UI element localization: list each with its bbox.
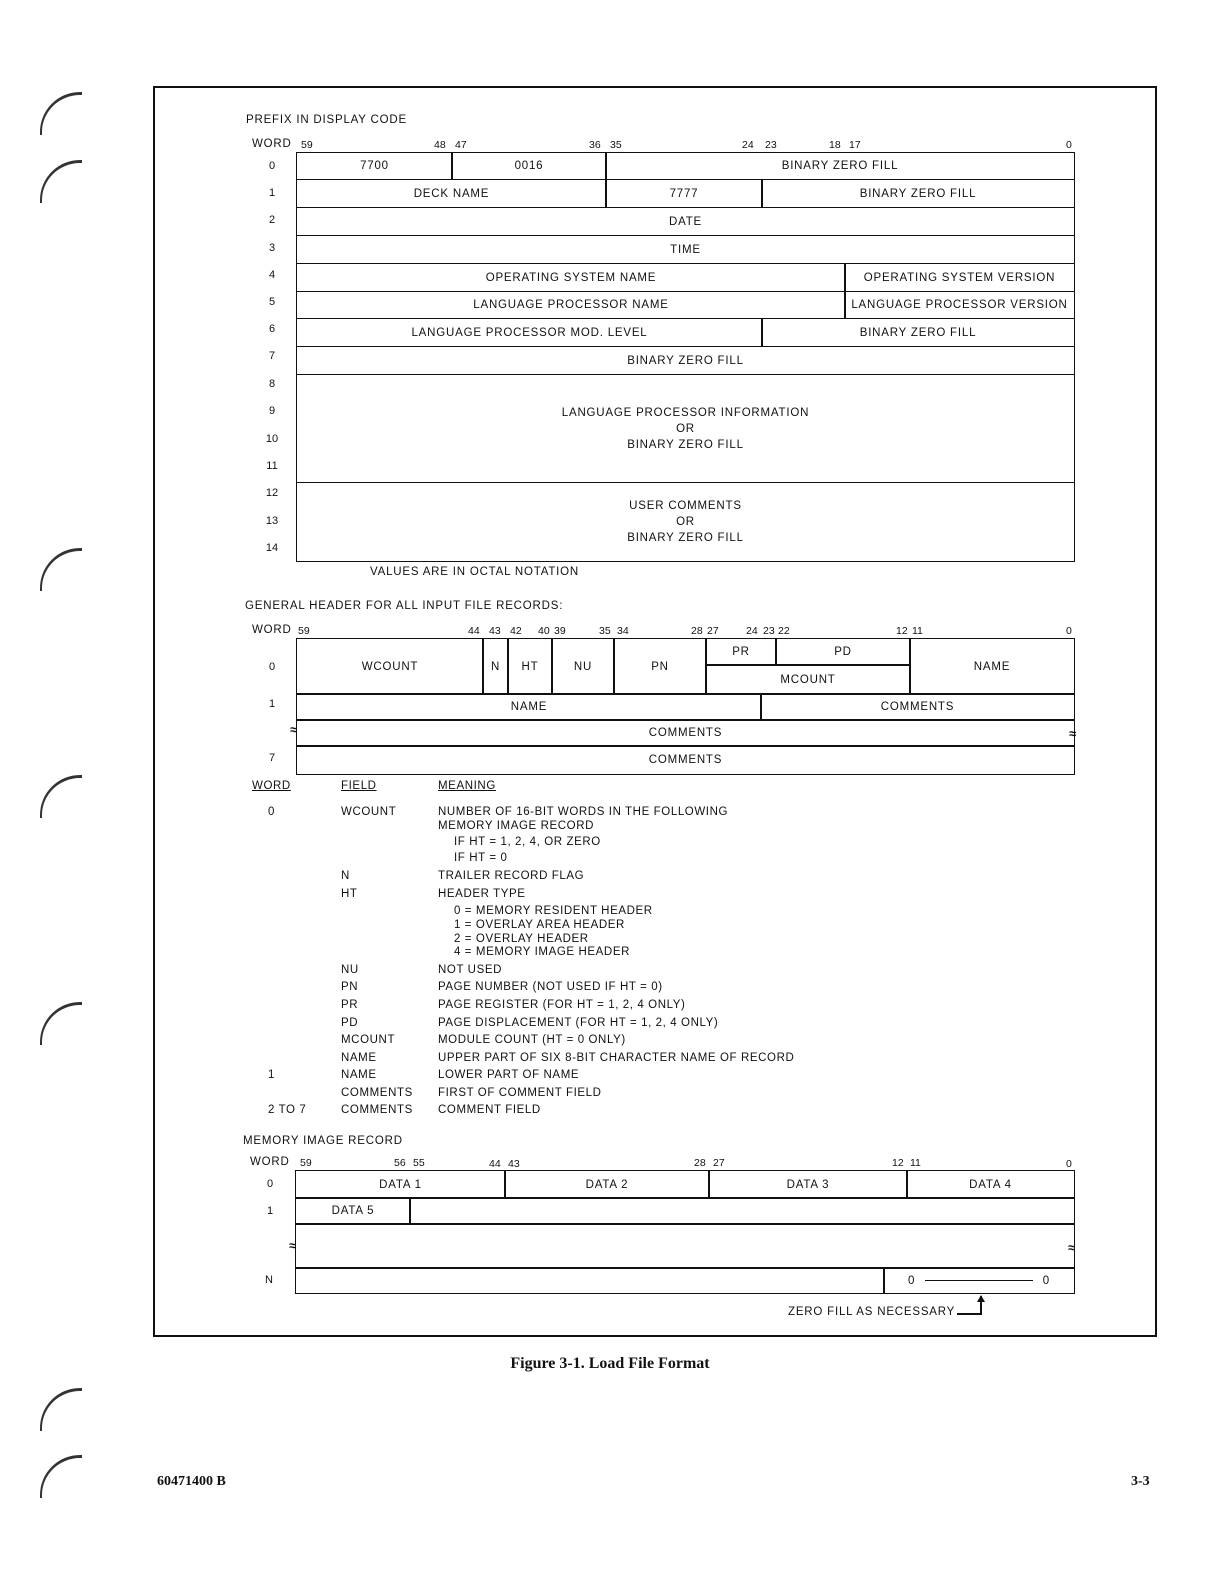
- memory-title: MEMORY IMAGE RECORD: [243, 1135, 403, 1147]
- cell-binary-zero-fill: BINARY ZERO FILL: [296, 346, 1075, 375]
- binder-mark: [40, 92, 82, 135]
- cell-nu: NU: [551, 638, 615, 695]
- legend-meaning: COMMENT FIELD: [438, 1104, 541, 1116]
- header-title: GENERAL HEADER FOR ALL INPUT FILE RECORDS:: [245, 600, 564, 612]
- legend-field: N: [341, 870, 350, 882]
- cell-data-continued: [409, 1197, 1075, 1225]
- legend-field: COMMENTS: [341, 1087, 413, 1099]
- cell-time: TIME: [296, 235, 1075, 264]
- bit-label: 27: [713, 1157, 725, 1169]
- bit-label: 11: [910, 1157, 921, 1169]
- binder-mark: [40, 548, 82, 591]
- octal-note: VALUES ARE IN OCTAL NOTATION: [370, 566, 579, 578]
- cell-lp-information: [296, 374, 1075, 483]
- cell-user-comments: [296, 482, 1075, 562]
- legend-col-field: FIELD: [341, 780, 377, 792]
- binder-mark: [40, 775, 82, 818]
- legend-field: PR: [341, 999, 359, 1011]
- word-number: 10: [265, 433, 279, 445]
- legend-meaning: LOWER PART OF NAME: [438, 1069, 580, 1081]
- legend-field: MCOUNT: [341, 1034, 396, 1046]
- bit-label: 23: [763, 625, 775, 637]
- legend-field: NAME: [341, 1069, 377, 1081]
- bit-label: 36: [589, 139, 601, 151]
- prefix-title: PREFIX IN DISPLAY CODE: [246, 114, 407, 126]
- bit-label: 55: [413, 1157, 425, 1169]
- cell-comments: COMMENTS: [296, 719, 1075, 747]
- cell-ht: HT: [507, 638, 553, 695]
- cell-data-last: [295, 1267, 885, 1294]
- word-number: 4: [268, 269, 276, 281]
- figure-caption: Figure 3-1. Load File Format: [510, 1355, 710, 1372]
- legend-meaning: PAGE NUMBER (NOT USED IF HT = 0): [438, 981, 663, 993]
- doc-number: 60471400 B: [157, 1474, 226, 1489]
- bit-label: 0: [1066, 139, 1072, 151]
- bit-label: 12: [892, 1157, 904, 1169]
- binder-mark: [40, 1388, 82, 1431]
- legend-meaning: MEMORY IMAGE RECORD: [438, 820, 595, 832]
- word-number: 0: [266, 1178, 274, 1190]
- bit-label: 43: [489, 625, 501, 637]
- word-number: 12: [265, 487, 279, 499]
- bit-label: 40: [538, 625, 550, 637]
- legend-meaning: IF HT = 0: [454, 852, 508, 864]
- cell-wcount: WCOUNT: [296, 638, 484, 695]
- cell-data-4: DATA 4: [906, 1170, 1075, 1199]
- legend-meaning: TRAILER RECORD FLAG: [438, 870, 585, 882]
- bit-label: 28: [694, 1157, 706, 1169]
- bit-label: 24: [742, 139, 754, 151]
- legend-field: NAME: [341, 1052, 377, 1064]
- cell-binary-zero-fill: BINARY ZERO FILL: [761, 318, 1075, 347]
- bit-label: 42: [510, 625, 522, 637]
- legend-meaning: 4 = MEMORY IMAGE HEADER: [454, 946, 631, 958]
- legend-col-word: WORD: [252, 780, 291, 792]
- cell-line: OR: [676, 516, 695, 528]
- bit-label: 59: [301, 139, 313, 151]
- bit-label: 44: [468, 625, 480, 637]
- bit-label: 11: [912, 625, 923, 637]
- word-number: 0: [268, 160, 276, 172]
- cell-line: USER COMMENTS: [629, 500, 742, 512]
- word-number: 8: [268, 378, 276, 390]
- break-marker: ≈: [289, 1238, 297, 1253]
- bit-label: 23: [765, 139, 777, 151]
- word-number: 7: [268, 350, 276, 362]
- cell-line: BINARY ZERO FILL: [627, 532, 744, 544]
- bit-label: 39: [554, 625, 566, 637]
- binder-mark: [40, 1002, 82, 1045]
- bit-label: 44: [489, 1158, 501, 1170]
- word-label: WORD: [252, 138, 292, 150]
- legend-col-meaning: MEANING: [438, 780, 496, 792]
- cell-7700: 7700: [296, 152, 453, 180]
- cell-lp-name: LANGUAGE PROCESSOR NAME: [296, 291, 846, 319]
- cell-binary-zero-fill: BINARY ZERO FILL: [605, 152, 1075, 180]
- cell-comments-first: COMMENTS: [760, 693, 1075, 721]
- word-number: 13: [265, 515, 279, 527]
- cell-zero-fill: [883, 1267, 1075, 1294]
- binder-mark: [40, 160, 82, 203]
- cell-binary-zero-fill: BINARY ZERO FILL: [761, 179, 1075, 208]
- cell-pn: PN: [613, 638, 707, 695]
- legend-meaning: HEADER TYPE: [438, 888, 526, 900]
- legend-meaning: NOT USED: [438, 964, 503, 976]
- break-marker: ≈: [1069, 726, 1077, 741]
- bit-label: 24: [746, 625, 758, 637]
- legend-meaning: FIRST OF COMMENT FIELD: [438, 1087, 602, 1099]
- word-number: N: [265, 1274, 273, 1286]
- word-number: 1: [268, 698, 276, 710]
- legend-word: 2 TO 7: [268, 1104, 307, 1116]
- cell-date: DATE: [296, 207, 1075, 236]
- legend-field: WCOUNT: [341, 806, 397, 818]
- cell-n: N: [482, 638, 509, 695]
- bit-label: 59: [298, 625, 310, 637]
- legend-meaning: UPPER PART OF SIX 8-BIT CHARACTER NAME OF RECORD: [438, 1052, 795, 1064]
- word-number: 7: [268, 752, 276, 764]
- word-number: 14: [265, 542, 279, 554]
- cell-data-1: DATA 1: [295, 1170, 506, 1199]
- cell-os-name: OPERATING SYSTEM NAME: [296, 263, 846, 292]
- cell-pr: PR: [705, 638, 777, 666]
- page-number: 3-3: [1131, 1474, 1150, 1489]
- zero-fill-arrow-icon: [955, 1294, 995, 1320]
- word-label: WORD: [250, 1156, 290, 1168]
- bit-label: 27: [707, 625, 719, 637]
- bit-label: 28: [691, 625, 703, 637]
- cell-line: OR: [676, 422, 695, 435]
- cell-os-version: OPERATING SYSTEM VERSION: [844, 263, 1075, 292]
- legend-meaning: PAGE REGISTER (FOR HT = 1, 2, 4 ONLY): [438, 999, 686, 1011]
- word-number: 1: [268, 187, 276, 199]
- legend-meaning: 2 = OVERLAY HEADER: [454, 933, 589, 945]
- cell-pd: PD: [775, 638, 911, 666]
- bit-label: 35: [599, 625, 611, 637]
- bit-label: 12: [896, 625, 908, 637]
- legend-meaning: MODULE COUNT (HT = 0 ONLY): [438, 1034, 626, 1046]
- legend-meaning: 1 = OVERLAY AREA HEADER: [454, 919, 625, 931]
- bit-label: 56: [394, 1157, 406, 1169]
- legend-word: 1: [268, 1069, 275, 1081]
- bit-label: 48: [434, 139, 446, 151]
- cell-lp-version: LANGUAGE PROCESSOR VERSION: [844, 291, 1075, 319]
- legend-field: NU: [341, 964, 359, 976]
- cell-name-lower: NAME: [296, 693, 762, 721]
- word-number: 11: [266, 460, 278, 472]
- cell-data-2: DATA 2: [504, 1170, 710, 1199]
- word-number: 6: [268, 323, 276, 335]
- zero-right: 0: [1042, 1274, 1050, 1287]
- cell-7777: 7777: [605, 179, 763, 208]
- cell-0016: 0016: [451, 152, 607, 180]
- cell-line: LANGUAGE PROCESSOR INFORMATION: [561, 406, 810, 419]
- word-number: 1: [266, 1205, 274, 1217]
- cell-line: BINARY ZERO FILL: [627, 438, 744, 451]
- break-marker: ≈: [1068, 1240, 1076, 1255]
- legend-meaning: IF HT = 1, 2, 4, OR ZERO: [454, 836, 601, 848]
- legend-meaning: 0 = MEMORY RESIDENT HEADER: [454, 905, 653, 917]
- cell-deck-name: DECK NAME: [296, 179, 607, 208]
- word-number: 9: [268, 405, 276, 417]
- cell-data-3: DATA 3: [708, 1170, 908, 1199]
- word-number: 2: [268, 214, 276, 226]
- cell-data-5: DATA 5: [295, 1197, 411, 1225]
- zero-left: 0: [908, 1274, 916, 1287]
- word-number: 3: [268, 242, 276, 254]
- bit-label: 47: [455, 139, 467, 151]
- zero-fill-note: ZERO FILL AS NECESSARY: [788, 1306, 956, 1318]
- bit-label: 59: [300, 1157, 312, 1169]
- legend-field: PD: [341, 1017, 359, 1029]
- cell-mcount: MCOUNT: [705, 664, 911, 695]
- legend-field: COMMENTS: [341, 1104, 413, 1116]
- word-number: 5: [268, 296, 276, 308]
- bit-label: 18: [829, 139, 841, 151]
- bit-label: 43: [508, 1158, 520, 1170]
- legend-word: 0: [268, 806, 275, 818]
- cell-lp-mod-level: LANGUAGE PROCESSOR MOD. LEVEL: [296, 318, 763, 347]
- legend-field: PN: [341, 981, 359, 993]
- word-number: 0: [268, 661, 276, 673]
- bit-label: 0: [1066, 1158, 1072, 1170]
- bit-label: 22: [778, 625, 790, 637]
- bit-label: 35: [610, 139, 622, 151]
- binder-mark: [40, 1455, 82, 1498]
- cell-data-break: [295, 1223, 1075, 1269]
- zero-range-line: [925, 1280, 1033, 1281]
- legend-field: HT: [341, 888, 358, 900]
- cell-comments: COMMENTS: [296, 745, 1075, 775]
- break-marker: ≈: [290, 722, 298, 737]
- bit-label: 34: [617, 625, 629, 637]
- word-label: WORD: [252, 624, 292, 636]
- bit-label: 0: [1066, 625, 1072, 637]
- legend-meaning: PAGE DISPLACEMENT (FOR HT = 1, 2, 4 ONLY): [438, 1017, 719, 1029]
- legend-meaning: NUMBER OF 16-BIT WORDS IN THE FOLLOWING: [438, 806, 729, 818]
- cell-name: NAME: [909, 638, 1075, 695]
- bit-label: 17: [849, 139, 861, 151]
